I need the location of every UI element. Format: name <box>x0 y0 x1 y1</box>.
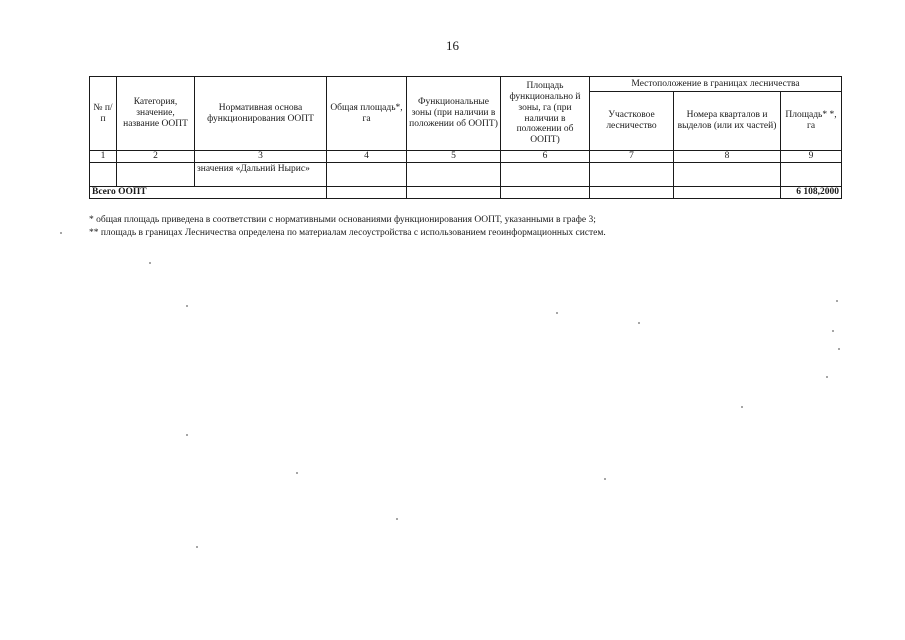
total-cell-8 <box>674 187 781 199</box>
scan-speck <box>604 478 606 480</box>
cell-area <box>781 163 842 187</box>
cell-zones <box>407 163 501 187</box>
scan-speck <box>556 312 558 314</box>
cell-total-area <box>327 163 407 187</box>
total-cell-7 <box>590 187 674 199</box>
column-number: 9 <box>781 151 842 163</box>
table-row <box>90 163 842 187</box>
header-total-area: Общая площадь*, га <box>327 77 407 151</box>
scan-speck <box>196 546 198 548</box>
header-basis: Нормативная основа функционирования ООПТ <box>195 77 327 151</box>
header-zone-area: Площадь функционально й зоны, га (при наличии в положении об ООПТ) <box>501 77 590 151</box>
cell-num <box>90 163 117 187</box>
footnote-1: * общая площадь приведена в соответствии с нормативными основаниями функционирования ООПТ, указанными в графе 3; <box>89 215 596 225</box>
cell-zone-area <box>501 163 590 187</box>
header-district: Участковое лесничество <box>590 92 674 151</box>
scan-speck <box>296 472 298 474</box>
header-category: Категория, значение, название ООПТ <box>117 77 195 151</box>
column-number: 7 <box>590 151 674 163</box>
scan-speck <box>186 305 188 307</box>
header-quarters: Номера кварталов и выделов (или их частей) <box>674 92 781 151</box>
column-number-row <box>90 151 842 163</box>
column-number: 3 <box>195 151 327 163</box>
column-number: 5 <box>407 151 501 163</box>
cell-category <box>117 163 195 187</box>
header-num: № п/п <box>90 77 117 151</box>
cell-district <box>590 163 674 187</box>
total-cell-4 <box>327 187 407 199</box>
total-row <box>90 187 842 199</box>
scan-speck <box>638 322 640 324</box>
total-cell-6 <box>501 187 590 199</box>
scan-speck <box>741 406 743 408</box>
page-number: 16 <box>446 38 459 53</box>
cell-quarters <box>674 163 781 187</box>
scan-speck <box>836 300 838 302</box>
column-number: 6 <box>501 151 590 163</box>
scan-speck <box>60 232 62 234</box>
header-location-group: Местоположение в границах лесничества <box>590 77 842 92</box>
header-area: Площадь* *, га <box>781 92 842 151</box>
scan-speck <box>838 348 840 350</box>
total-value: 6 108,2000 <box>781 187 842 199</box>
footnotes <box>89 214 849 240</box>
column-number: 2 <box>117 151 195 163</box>
scan-speck <box>186 434 188 436</box>
oopt-table <box>89 76 842 199</box>
footnote-2: ** площадь в границах Лесничества определена по материалам лесоустройства с использованием геоинформационных систем. <box>89 228 606 238</box>
scan-speck <box>149 262 151 264</box>
scan-speck <box>396 518 398 520</box>
column-number: 8 <box>674 151 781 163</box>
column-number: 4 <box>327 151 407 163</box>
total-label: Всего ООПТ <box>90 187 327 199</box>
header-zones: Функциональные зоны (при наличии в положении об ООПТ) <box>407 77 501 151</box>
cell-basis: значения «Дальний Нырис» <box>195 163 327 187</box>
total-cell-5 <box>407 187 501 199</box>
column-number: 1 <box>90 151 117 163</box>
scan-speck <box>826 376 828 378</box>
table-header-row <box>90 77 842 92</box>
scan-speck <box>832 330 834 332</box>
